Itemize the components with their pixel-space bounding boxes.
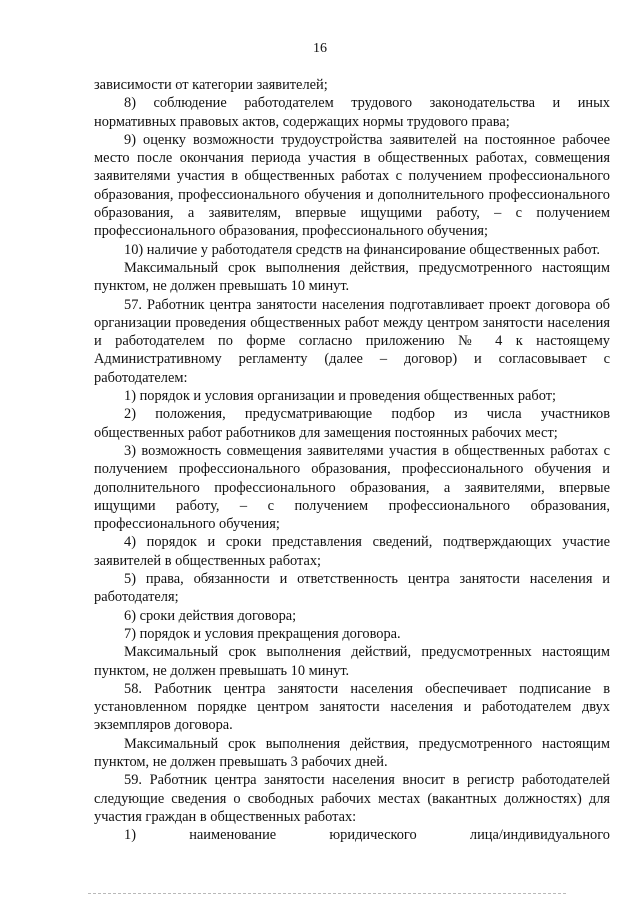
paragraph-clause-58: 58. Работник центра занятости населения обеспечивает подписание в установленном порядке центром занятости населения и работодателем двух экземпляров договора. <box>94 680 610 734</box>
paragraph-deadline-58: Максимальный срок выполнения действия, предусмотренного настоящим пунктом, не должен превышать 3 рабочих дней. <box>94 735 610 770</box>
paragraph-57-item-5: 5) права, обязанности и ответственность центра занятости населения и работодателя; <box>94 571 610 606</box>
paragraph-57-item-3: 3) возможность совмещения заявителями участия в общественных работах с получением профессионального образования, профессионального обучения и дополнительного профессионального образования, а заявителями, впервые ищущими работу, – с получением профессионального образования, профессионального обучения; <box>94 442 610 533</box>
paragraph-item-9: 9) оценку возможности трудоустройства заявителей на постоянное рабочее место после окончания периода участия в общественных работах, совмещения заявителями участия в общественных работах с получением профессионального образования, профессионального обучения и дополнительного профессионального образования, а заявителям, впервые ищущими работу, – с получением профессионального образования, профессионального обучения; <box>94 131 610 240</box>
paragraph-clause-57: 57. Работник центра занятости населения подготавливает проект договора об организации проведения общественных работ между центром занятости населения и работодателем по форме согласно приложению № 4 к настоящему Административному регламенту (далее – договор) и согласовывает с работодателем: <box>94 296 610 386</box>
paragraph-57-item-2: 2) положения, предусматривающие подбор из числа участников общественных работ работников для замещения постоянных рабочих мест; <box>94 406 610 441</box>
paragraph-57-item-7: 7) порядок и условия прекращения договора. <box>124 625 401 642</box>
paragraph-item-8: 8) соблюдение работодателем трудового законодательства и иных нормативных правовых актов, содержащих нормы трудового права; <box>94 95 610 130</box>
paragraph-57-item-4: 4) порядок и сроки представления сведений, подтверждающих участие заявителей в общественных работах; <box>94 534 610 569</box>
paragraph-clause-59: 59. Работник центра занятости населения вносит в регистр работодателей следующие сведения о свободных рабочих местах (вакантных должностях) для участия граждан в общественных работах: <box>94 772 610 825</box>
paragraph-continuation: зависимости от категории заявителей; <box>94 77 328 93</box>
document-body <box>94 76 610 844</box>
paragraph-item-10: 10) наличие у работодателя средств на финансирование общественных работ. <box>124 241 601 258</box>
paragraph-deadline-10-min: Максимальный срок выполнения действия, предусмотренного настоящим пунктом, не должен превышать 10 минут. <box>94 259 610 295</box>
paragraph-57-item-1: 1) порядок и условия организации и проведения общественных работ; <box>124 388 557 405</box>
page-bottom-divider <box>88 893 566 894</box>
paragraph-59-item-1: 1) наименование юридического лица/индивидуального <box>124 827 610 844</box>
paragraph-deadline-57: Максимальный срок выполнения действий, предусмотренных настоящим пунктом, не должен превышать 10 минут. <box>94 644 610 679</box>
paragraph-57-item-6: 6) сроки действия договора; <box>124 607 297 624</box>
page-number: 16 <box>313 41 327 56</box>
